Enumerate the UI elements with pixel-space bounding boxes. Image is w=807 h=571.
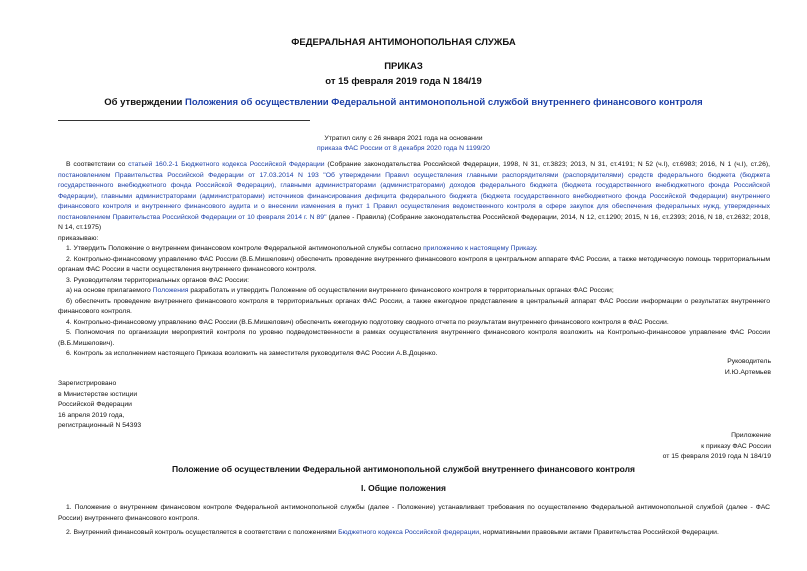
appendix-line-1: Приложение — [731, 432, 771, 439]
item-3a-end: разработать и утвердить Положение об осуществлении внутреннего финансового контроля в территориальных органах ФАС России; — [188, 287, 614, 294]
general-paragraph-2-end: , нормативными правовыми актами Правительства Российской Федерации. — [479, 529, 719, 536]
item-3a-text: а) на основе прилагаемого — [66, 287, 153, 294]
regulation-link[interactable]: Положения — [152, 287, 189, 294]
government-resolution-link[interactable]: постановлением Правительства Российской Федерации от 17.03.2014 N 193 "Об утверждении Правил осуществления главными распорядителями (распорядителями) средств федерального бюджета (бюджета государственного внебюджетного фонда Российской Федерации), главными администраторами (администраторами) доходов федерального бюджета (бюджета государственного внебюджетного фонда Российской Федерации), главными администраторами (администраторами) источников финансирования дефицита федерального бюджета (бюджета государственного внебюджетного фонда Российской Федерации) внутреннего финансового контроля и внутреннего финансового аудита и о внесении изменения в пункт 1 Правил осуществления ведомственного контроля в сфере закупок для обеспечения федеральных нужд, утвержденных постановлением Правительства Российской Федерации от 10 февраля 2014 г. N 89" — [58, 171, 770, 221]
registration-block — [58, 379, 141, 432]
item-6: 6. Контроль за исполнением настоящего Приказа возложить на заместителя руководителя ФАС России А.В.Доценко. — [66, 350, 438, 357]
item-5: 5. Полномочия по организации мероприятий контроля по уровню подведомственности в рамках осуществления внутреннего финансового контроля возложить на Контрольно-финансовое управление ФАС России (В.Б.Мишелович). — [58, 329, 770, 347]
appendix-line-2: к приказу ФАС России — [701, 442, 771, 450]
registration-line-1: Зарегистрировано — [58, 380, 117, 387]
registration-line-5: регистрационный N 54393 — [58, 422, 142, 429]
order-date-number: от 15 февраля 2019 года N 184/19 — [325, 76, 482, 87]
registration-line-4: 16 апреля 2019 года, — [58, 411, 125, 419]
general-paragraph-1: 1. Положение о внутреннем финансовом контроле Федеральной антимонопольной службы (далее - Положение) устанавливает требования по осуществлению Федеральной антимонопольной службой (далее - ФАС России) внутреннего финансового контроля. — [58, 504, 770, 522]
budget-code-article-link[interactable]: статьей 160.2-1 Бюджетного кодекса Российской Федерации — [128, 161, 325, 168]
general-paragraph-2-text: 2. Внутренний финансовый контроль осуществляется в соответствии с положениями — [66, 529, 339, 536]
appendix-block — [663, 431, 771, 463]
budget-code-link[interactable]: Бюджетного кодекса Российской федерации — [338, 529, 480, 536]
agency-name: ФЕДЕРАЛЬНАЯ АНТИМОНОПОЛЬНАЯ СЛУЖБА — [291, 37, 516, 48]
signature-block — [725, 357, 771, 378]
regulation-title: Положение об осуществлении Федеральной антимонопольной службой внутреннего финансового контроля — [172, 464, 635, 474]
item-1-end: . — [535, 245, 538, 252]
header-divider — [58, 120, 310, 121]
registration-line-3: Российской Федерации — [58, 401, 132, 408]
expiry-order-link[interactable]: приказа ФАС России от 8 декабря 2020 года N 1199/20 — [317, 145, 490, 152]
order-word: приказываю: — [58, 234, 99, 242]
order-body — [58, 160, 770, 360]
signer-role: Руководитель — [727, 358, 771, 365]
preamble-text-1: В соответствии со — [66, 161, 129, 168]
item-3a — [58, 286, 770, 297]
signer-name: И.Ю.Артемьев — [724, 368, 771, 376]
preamble-paragraph — [58, 160, 770, 234]
item-1-text: 1. Утвердить Положение о внутреннем финансовом контроле Федеральной антимонопольной службы согласно — [66, 245, 424, 252]
item-3: 3. Руководителям территориальных органов ФАС России: — [66, 276, 250, 284]
order-title-link[interactable]: Положения об осуществлении Федеральной антимонопольной службой внутреннего финансового контроля — [185, 97, 703, 108]
order-title — [0, 97, 807, 108]
appendix-line-3: от 15 февраля 2019 года N 184/19 — [662, 453, 771, 460]
item-1 — [58, 244, 770, 255]
chapter-title: I. Общие положения — [361, 483, 446, 493]
general-provisions — [58, 503, 770, 543]
expiry-notice — [0, 134, 807, 154]
item-2: 2. Контрольно-финансовому управлению ФАС России (В.Б.Мишелович) обеспечить проведение внутреннего финансового контроля в центральном аппарате ФАС России, а также методическую помощь территориальным органам ФАС России в части осуществления внутреннего финансового контроля. — [58, 255, 770, 273]
item-4: 4. Контрольно-финансовому управлению ФАС России (В.Б.Мишелович) обеспечить ежегодную подготовку сводного отчета по результатам внутреннего финансового контроля в ФАС России. — [66, 318, 669, 326]
preamble-text-2: (Собрание законодательства Российской Федерации, 1998, N 31, ст.3823; 2013, N 31, ст.4191; N 52 (ч.I), ст.6983; 2016, N 1 (ч.I), ст.26), — [324, 161, 771, 168]
preamble-text-3: (далее - Правила) (Собрание законодательства Российской Федерации, 2014, N 12, ст.1290; 2015, N 16, ст.2393; 2016, N 18, ст.2632; 2018, N 14, ст.1975) — [58, 213, 770, 231]
registration-line-2: в Министерстве юстиции — [58, 390, 138, 398]
general-paragraph-2 — [58, 528, 770, 539]
appendix-link[interactable]: приложению к настоящему Приказу — [423, 245, 536, 252]
document-type: ПРИКАЗ — [384, 61, 423, 72]
item-3b: б) обеспечить проведение внутреннего финансового контроля в территориальных органах ФАС России, а также ежегодное представление в центральный аппарат ФАС России информации о результатах внутреннего финансового контроля. — [58, 297, 770, 315]
order-title-prefix: Об утверждении — [104, 97, 185, 108]
expiry-text: Утратил силу с 26 января 2021 года на основании — [324, 135, 483, 142]
